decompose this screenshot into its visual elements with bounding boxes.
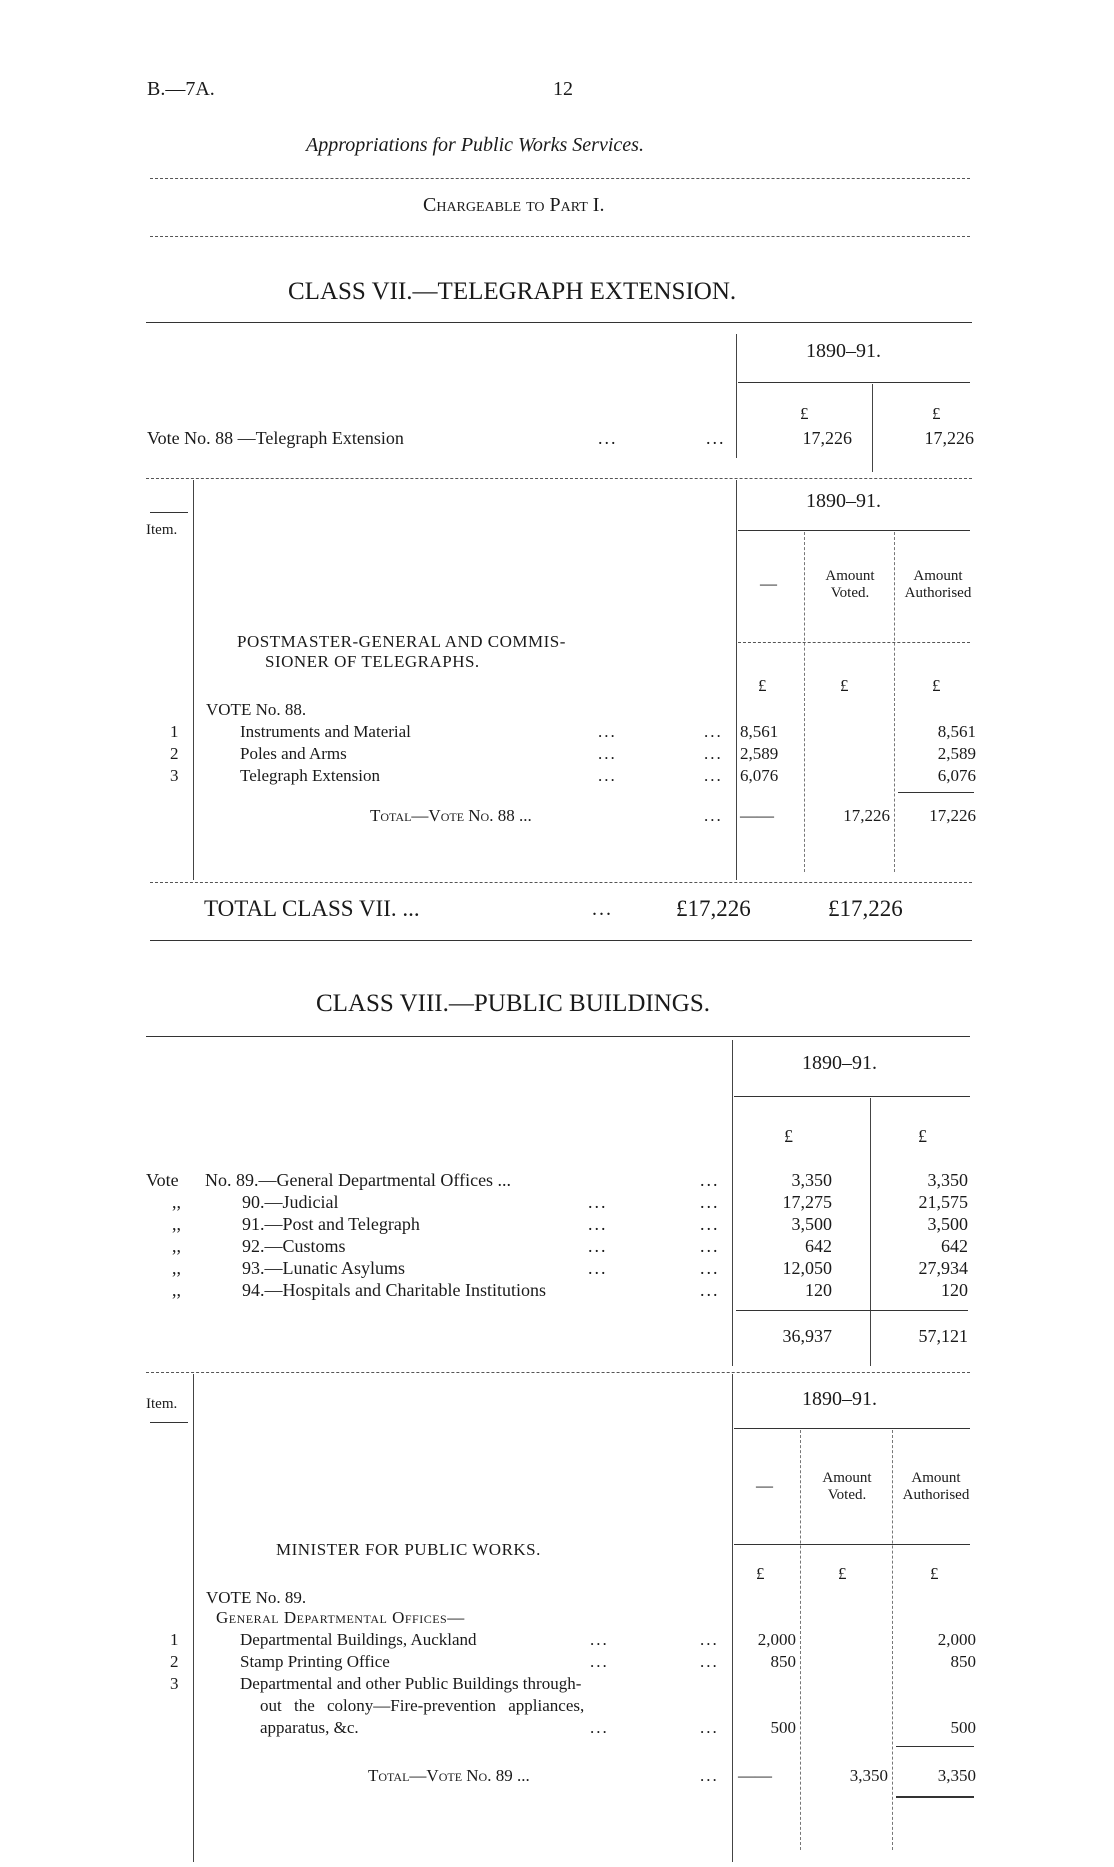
item-label-line-3: apparatus, &c. xyxy=(260,1718,359,1737)
leader-dots: ... xyxy=(700,1192,720,1212)
column-dash: — xyxy=(756,1476,773,1495)
vote-92-amount: 642 xyxy=(805,1236,832,1256)
item-authorised: 2,589 xyxy=(937,744,976,763)
vote-91-amount: 3,500 xyxy=(791,1214,832,1234)
leader-dots: ... xyxy=(588,1214,608,1234)
total-class-vii-authorised: £17,226 xyxy=(828,896,903,921)
leader-dots: ... xyxy=(704,766,723,785)
leader-dots: ... xyxy=(588,1258,608,1278)
total-class-rule-top xyxy=(150,882,972,883)
class-viii-rule xyxy=(146,1036,970,1037)
leader-dots: ... xyxy=(704,722,723,741)
vote-88-authorised: 17,226 xyxy=(924,428,974,448)
leader-dots: ... xyxy=(704,744,723,763)
currency-symbol: £ xyxy=(930,1564,939,1583)
currency-symbol: £ xyxy=(840,676,849,695)
leader-dots: ... xyxy=(598,428,618,448)
total-class-vii-voted: £17,226 xyxy=(676,896,751,921)
item-amount: 8,561 xyxy=(740,722,779,741)
voted-column-divider xyxy=(804,532,805,872)
item-header-rule xyxy=(150,1422,188,1423)
leader-dots: ... xyxy=(700,1214,720,1234)
item-number: 1 xyxy=(170,1630,179,1649)
document-reference: B.—7A. xyxy=(147,78,215,100)
item-authorised: 500 xyxy=(950,1718,976,1737)
amount-authorised-header: Amount Authorised xyxy=(902,1470,970,1503)
department-line-1: POSTMASTER-GENERAL AND COMMIS- xyxy=(237,632,566,651)
item-number: 3 xyxy=(170,1674,179,1693)
vote-89-subheading: VOTE No. 89. xyxy=(206,1588,307,1607)
item-label-line-1: Departmental and other Public Buildings through- xyxy=(240,1674,582,1693)
page-subtitle: Chargeable to Part I. xyxy=(423,194,605,216)
amount-authorised-header: Amount Authorised xyxy=(904,568,972,601)
class-viii-heading: CLASS VIII.—PUBLIC BUILDINGS. xyxy=(316,990,711,1017)
item-column-divider xyxy=(193,480,194,880)
final-total-rule xyxy=(896,1796,974,1798)
item-header: Item. xyxy=(146,1396,178,1412)
summary-divider xyxy=(736,334,737,458)
ditto-mark: ,, xyxy=(172,1214,181,1234)
page-title: Appropriations for Public Works Services. xyxy=(306,134,644,156)
leader-dots: ... xyxy=(590,1630,609,1649)
section-rule xyxy=(146,1372,970,1373)
detail-year: 1890–91. xyxy=(806,490,881,512)
summary-divider xyxy=(732,1040,733,1366)
leader-dots: ... xyxy=(588,1192,608,1212)
amount-column-divider xyxy=(732,1374,733,1862)
leader-dots: ... xyxy=(700,1258,720,1278)
vote-89-total-label: Total—Vote No. 89 ... xyxy=(368,1766,530,1785)
leader-dots: ... xyxy=(598,766,617,785)
currency-symbol: £ xyxy=(800,404,809,423)
column-dash: — xyxy=(760,574,777,593)
summary-total-authorised: 57,121 xyxy=(918,1326,968,1346)
leader-dots: ... xyxy=(700,1718,719,1737)
vote-90-label: 90.—Judicial xyxy=(242,1192,339,1212)
leader-dots: ... xyxy=(704,806,723,825)
section-rule xyxy=(146,478,972,479)
summary-total-amount: 36,937 xyxy=(782,1326,832,1346)
subtotal-rule xyxy=(898,792,974,793)
item-amount: 2,589 xyxy=(740,744,779,763)
leader-dots: ... xyxy=(592,898,613,920)
currency-symbol: £ xyxy=(932,676,941,695)
year-rule xyxy=(734,1096,970,1097)
detail-year-rule xyxy=(738,530,970,531)
vote-94-authorised: 120 xyxy=(941,1280,968,1300)
item-label-line-2: out the colony—Fire-prevention appliances, xyxy=(260,1696,585,1715)
ditto-mark: ,, xyxy=(172,1192,181,1212)
page-number: 12 xyxy=(553,78,573,100)
class-vii-year: 1890–91. xyxy=(806,340,881,362)
vote-90-amount: 17,275 xyxy=(782,1192,832,1212)
vote-94-label: 94.—Hospitals and Charitable Institutions xyxy=(242,1280,546,1300)
item-label: Poles and Arms xyxy=(240,744,347,763)
item-label: Telegraph Extension xyxy=(240,766,380,785)
vote-89-authorised: 3,350 xyxy=(927,1170,968,1190)
vote-89-total-authorised: 3,350 xyxy=(937,1766,976,1785)
item-number: 2 xyxy=(170,1652,179,1671)
item-label: Stamp Printing Office xyxy=(240,1652,390,1671)
vote-88-subheading: VOTE No. 88. xyxy=(206,700,307,719)
vote-92-label: 92.—Customs xyxy=(242,1236,346,1256)
voted-column-divider xyxy=(800,1430,801,1850)
currency-symbol: £ xyxy=(932,404,941,423)
department-heading: MINISTER FOR PUBLIC WORKS. xyxy=(276,1540,541,1559)
leader-dots: ... xyxy=(700,1766,719,1785)
item-amount: 850 xyxy=(770,1652,796,1671)
item-column-divider xyxy=(193,1374,194,1862)
summary-col-divider xyxy=(870,1098,871,1366)
vote-88-label: Vote No. 88 —Telegraph Extension xyxy=(147,428,404,448)
subtotal-rule xyxy=(896,1746,974,1747)
vote-93-label: 93.—Lunatic Asylums xyxy=(242,1258,405,1278)
item-authorised: 2,000 xyxy=(937,1630,976,1649)
vote-90-authorised: 21,575 xyxy=(918,1192,968,1212)
leader-dots: ... xyxy=(706,428,726,448)
item-amount: 500 xyxy=(770,1718,796,1737)
detail-year: 1890–91. xyxy=(802,1388,877,1410)
item-authorised: 6,076 xyxy=(937,766,976,785)
authorised-column-divider xyxy=(894,532,895,872)
total-class-vii-label: TOTAL CLASS VII. ... xyxy=(204,896,420,921)
leader-dots: ... xyxy=(700,1280,720,1300)
summary-col-divider xyxy=(872,384,873,472)
vote-88-total-authorised: 17,226 xyxy=(929,806,976,825)
vote-94-amount: 120 xyxy=(805,1280,832,1300)
item-amount: 2,000 xyxy=(757,1630,796,1649)
vote-89-label: No. 89.—General Departmental Offices ... xyxy=(205,1170,512,1190)
vote-91-label: 91.—Post and Telegraph xyxy=(242,1214,420,1234)
leader-dots: ... xyxy=(700,1236,720,1256)
item-header-rule xyxy=(150,512,188,513)
leader-dots: ... xyxy=(588,1236,608,1256)
total-dash: —— xyxy=(740,806,774,825)
currency-symbol: £ xyxy=(838,1564,847,1583)
item-label: Instruments and Material xyxy=(240,722,411,741)
item-amount: 6,076 xyxy=(740,766,779,785)
item-number: 2 xyxy=(170,744,179,763)
item-authorised: 850 xyxy=(950,1652,976,1671)
header-rule xyxy=(150,178,970,179)
leader-dots: ... xyxy=(700,1652,719,1671)
currency-symbol: £ xyxy=(756,1564,765,1583)
item-number: 3 xyxy=(170,766,179,785)
year-rule xyxy=(738,382,970,383)
class-vii-rule xyxy=(146,322,972,323)
amount-column-divider xyxy=(736,480,737,880)
amount-voted-header: Amount Voted. xyxy=(825,568,875,601)
header-bottom-rule xyxy=(734,1544,970,1545)
vote-prefix: Vote xyxy=(146,1170,179,1190)
currency-symbol: £ xyxy=(784,1126,793,1146)
vote-88-total-voted: 17,226 xyxy=(843,806,890,825)
vote-93-amount: 12,050 xyxy=(782,1258,832,1278)
item-authorised: 8,561 xyxy=(937,722,976,741)
leader-dots: ... xyxy=(700,1170,720,1190)
vote-89-amount: 3,350 xyxy=(791,1170,832,1190)
leader-dots: ... xyxy=(590,1718,609,1737)
class-viii-year: 1890–91. xyxy=(802,1052,877,1074)
general-offices-subheading: General Departmental Offices— xyxy=(216,1608,465,1627)
subtitle-rule xyxy=(150,236,970,237)
vote-92-authorised: 642 xyxy=(941,1236,968,1256)
vote-89-total-voted: 3,350 xyxy=(849,1766,888,1785)
vote-88-total-label: Total—Vote No. 88 ... xyxy=(370,806,532,825)
ditto-mark: ,, xyxy=(172,1280,181,1300)
total-dash: —— xyxy=(738,1766,772,1785)
leader-dots: ... xyxy=(598,722,617,741)
vote-88-amount: 17,226 xyxy=(802,428,852,448)
leader-dots: ... xyxy=(700,1630,719,1649)
vote-93-authorised: 27,934 xyxy=(918,1258,968,1278)
total-class-rule-bottom xyxy=(150,940,972,941)
amount-voted-header: Amount Voted. xyxy=(822,1470,872,1503)
leader-dots: ... xyxy=(598,744,617,763)
class-vii-heading: CLASS VII.—TELEGRAPH EXTENSION. xyxy=(288,278,737,305)
authorised-column-divider xyxy=(892,1430,893,1850)
department-line-2: SIONER OF TELEGRAPHS. xyxy=(265,652,480,671)
currency-symbol: £ xyxy=(758,676,767,695)
currency-symbol: £ xyxy=(918,1126,927,1146)
detail-year-rule xyxy=(734,1428,970,1429)
header-bottom-rule xyxy=(738,642,970,643)
item-label: Departmental Buildings, Auckland xyxy=(240,1630,477,1649)
ditto-mark: ,, xyxy=(172,1236,181,1256)
leader-dots: ... xyxy=(590,1652,609,1671)
summary-total-rule xyxy=(736,1310,968,1311)
vote-91-authorised: 3,500 xyxy=(927,1214,968,1234)
item-number: 1 xyxy=(170,722,179,741)
ditto-mark: ,, xyxy=(172,1258,181,1278)
item-header: Item. xyxy=(146,522,178,538)
